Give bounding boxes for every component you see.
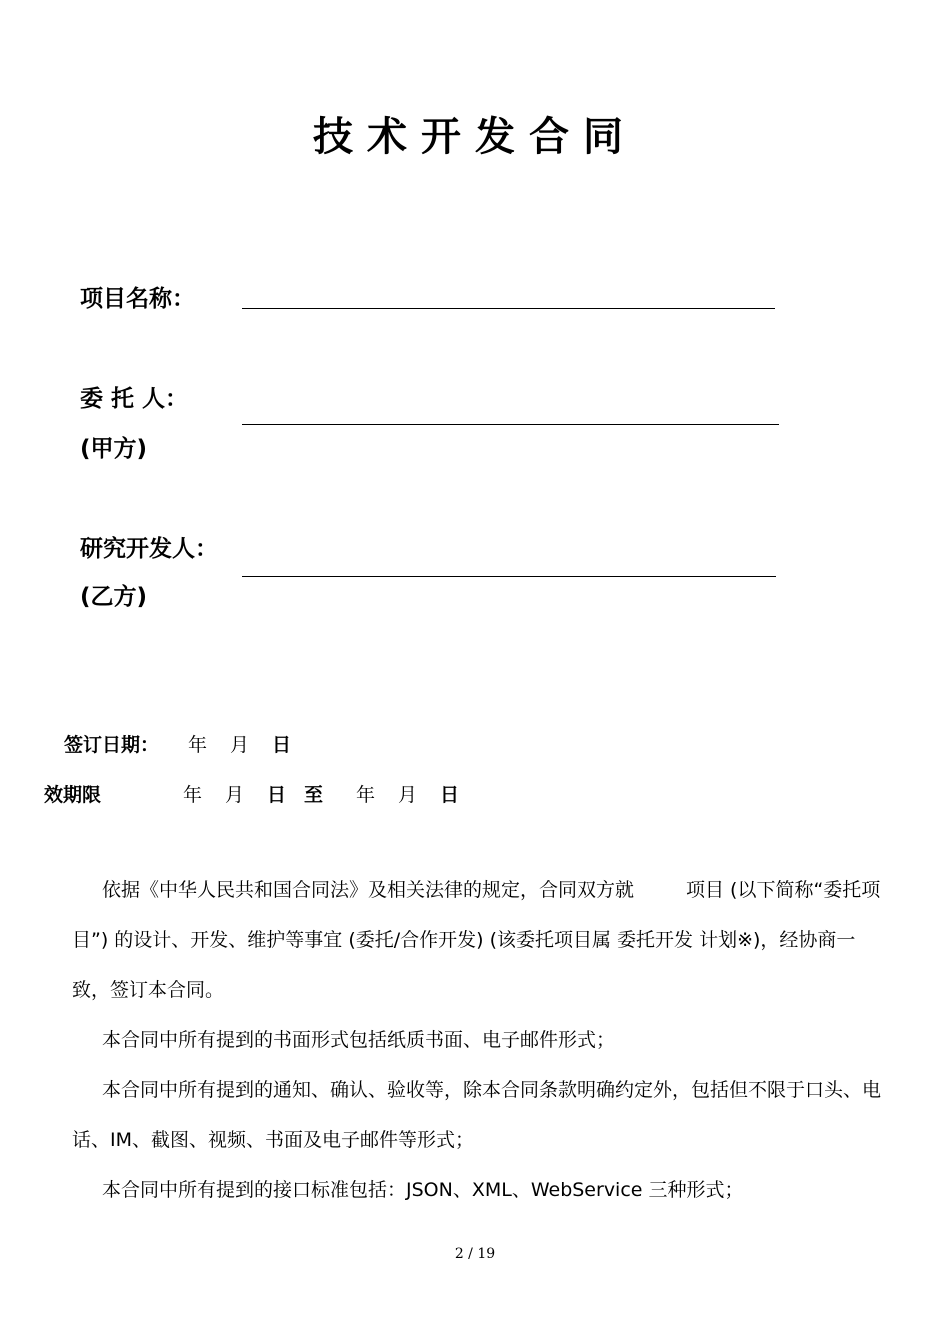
sign-month: 月 (230, 734, 250, 756)
paragraph-1-part-a: 依据《中华人民共和国合同法》及相关法律的规定，合同双方就 (102, 879, 635, 901)
sign-year: 年 (188, 734, 208, 756)
validity-start-year: 年 (183, 784, 203, 806)
developer-party-label: (乙方) (80, 584, 148, 610)
project-name-line (242, 308, 775, 309)
client-party-label: (甲方) (80, 436, 148, 462)
page-number: 2 / 19 (454, 1246, 496, 1262)
document-title: 技术开发合同 (313, 114, 637, 160)
paragraph-3-line-2: 话、IM、截图、视频、书面及电子邮件等形式； (72, 1129, 474, 1151)
paragraph-1-line-3: 致，签订本合同。 (72, 979, 225, 1001)
developer-label: 研究开发人： (80, 536, 218, 562)
paragraph-4: 本合同中所有提到的接口标准包括：JSON、XML、WebService 三种形式； (102, 1179, 744, 1201)
client-line (242, 424, 779, 425)
developer-line (242, 576, 776, 577)
validity-start-month: 月 (225, 784, 245, 806)
sign-date-label: 签订日期： (64, 734, 160, 756)
project-name-label: 项目名称： (80, 286, 195, 312)
validity-label: 效期限 (44, 784, 102, 806)
paragraph-1-part-b: 项目 (以下简称“委托项 (686, 879, 881, 901)
validity-end-day: 日 (440, 784, 460, 806)
paragraph-2: 本合同中所有提到的书面形式包括纸质书面、电子邮件形式； (102, 1029, 616, 1051)
paragraph-3-line-1: 本合同中所有提到的通知、确认、验收等，除本合同条款明确约定外，包括但不限于口头、电 (102, 1079, 882, 1101)
client-label: 委 托 人： (80, 386, 189, 412)
validity-to: 至 (304, 784, 324, 806)
paragraph-1-line-1 (102, 865, 880, 915)
validity-end-year: 年 (356, 784, 376, 806)
sign-day: 日 (272, 734, 292, 756)
sign-date-row (64, 730, 159, 757)
validity-start-day: 日 (267, 784, 287, 806)
validity-end-month: 月 (398, 784, 418, 806)
paragraph-1-line-2: 目”) 的设计、开发、维护等事宜 (委托/合作开发) (该委托项目属 委托开发 计划※)，经协商一 (72, 929, 856, 951)
